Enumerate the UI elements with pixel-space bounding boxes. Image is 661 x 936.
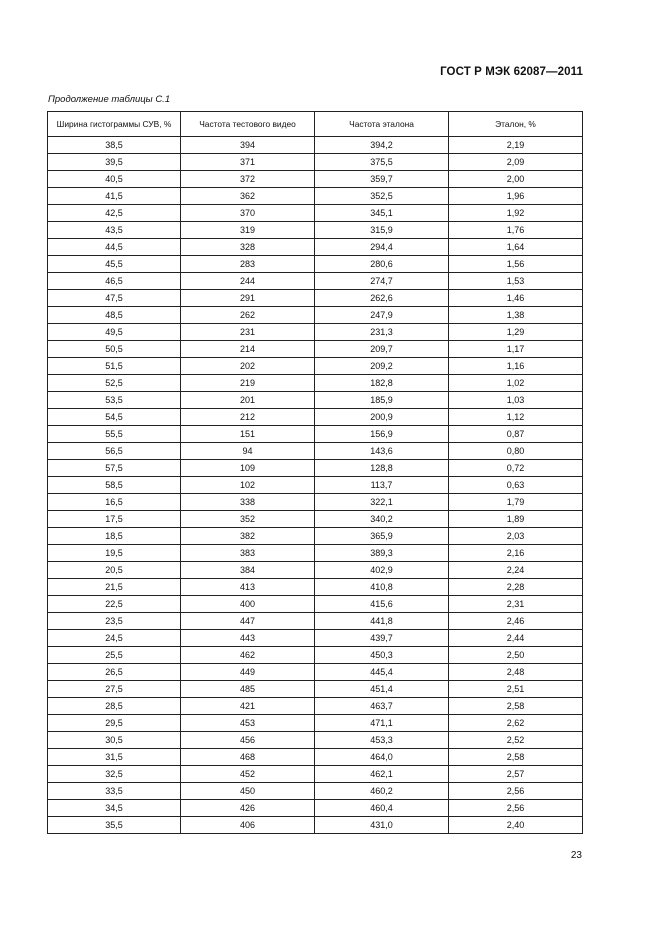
- cell-test-video-frequency: 328: [181, 239, 315, 256]
- cell-reference-frequency: 462,1: [315, 766, 449, 783]
- page-number: 23: [570, 850, 582, 861]
- cell-test-video-frequency: 102: [181, 477, 315, 494]
- cell-reference-percent: 2,56: [449, 783, 583, 800]
- cell-test-video-frequency: 262: [181, 307, 315, 324]
- cell-histogram-width: 45,5: [48, 256, 181, 273]
- table-row: [48, 222, 583, 239]
- table-row: [48, 426, 583, 443]
- cell-reference-frequency: 359,7: [315, 171, 449, 188]
- cell-histogram-width: 39,5: [48, 154, 181, 171]
- cell-test-video-frequency: 485: [181, 681, 315, 698]
- cell-reference-percent: 1,92: [449, 205, 583, 222]
- cell-test-video-frequency: 382: [181, 528, 315, 545]
- cell-reference-frequency: 410,8: [315, 579, 449, 596]
- cell-reference-frequency: 143,6: [315, 443, 449, 460]
- cell-histogram-width: 48,5: [48, 307, 181, 324]
- cell-histogram-width: 52,5: [48, 375, 181, 392]
- table-row: [48, 392, 583, 409]
- cell-test-video-frequency: 352: [181, 511, 315, 528]
- cell-histogram-width: 56,5: [48, 443, 181, 460]
- cell-reference-percent: 2,57: [449, 766, 583, 783]
- cell-reference-percent: 2,58: [449, 749, 583, 766]
- table-row: [48, 596, 583, 613]
- cell-test-video-frequency: 94: [181, 443, 315, 460]
- cell-reference-percent: 2,40: [449, 817, 583, 834]
- cell-reference-frequency: 471,1: [315, 715, 449, 732]
- cell-reference-frequency: 463,7: [315, 698, 449, 715]
- table-row: [48, 375, 583, 392]
- cell-test-video-frequency: 283: [181, 256, 315, 273]
- table-body: [48, 137, 583, 834]
- cell-reference-percent: 2,52: [449, 732, 583, 749]
- standard-code: ГОСТ Р МЭК 62087—2011: [440, 66, 583, 78]
- cell-test-video-frequency: 231: [181, 324, 315, 341]
- column-header-reference-percent: Эталон, %: [449, 112, 583, 137]
- cell-test-video-frequency: 421: [181, 698, 315, 715]
- cell-reference-frequency: 402,9: [315, 562, 449, 579]
- cell-histogram-width: 42,5: [48, 205, 181, 222]
- cell-reference-frequency: 156,9: [315, 426, 449, 443]
- table-row: [48, 766, 583, 783]
- table-row: [48, 290, 583, 307]
- table-row: [48, 511, 583, 528]
- column-header-histogram-width: Ширина гистограммы СУВ, %: [48, 112, 181, 137]
- cell-test-video-frequency: 406: [181, 817, 315, 834]
- cell-reference-percent: 2,00: [449, 171, 583, 188]
- cell-reference-frequency: 450,3: [315, 647, 449, 664]
- table-row: [48, 715, 583, 732]
- table-caption: Продолжение таблицы С.1: [48, 94, 171, 105]
- cell-test-video-frequency: 219: [181, 375, 315, 392]
- table-row: [48, 647, 583, 664]
- cell-histogram-width: 25,5: [48, 647, 181, 664]
- cell-test-video-frequency: 447: [181, 613, 315, 630]
- table-row: [48, 681, 583, 698]
- cell-test-video-frequency: 291: [181, 290, 315, 307]
- cell-reference-frequency: 460,2: [315, 783, 449, 800]
- table-row: [48, 545, 583, 562]
- cell-reference-frequency: 439,7: [315, 630, 449, 647]
- cell-reference-percent: 1,79: [449, 494, 583, 511]
- cell-reference-percent: 0,87: [449, 426, 583, 443]
- cell-histogram-width: 46,5: [48, 273, 181, 290]
- cell-reference-frequency: 294,4: [315, 239, 449, 256]
- cell-reference-percent: 0,80: [449, 443, 583, 460]
- cell-reference-frequency: 209,2: [315, 358, 449, 375]
- cell-test-video-frequency: 201: [181, 392, 315, 409]
- table-row: [48, 409, 583, 426]
- cell-reference-percent: 1,16: [449, 358, 583, 375]
- table-row: [48, 307, 583, 324]
- cell-histogram-width: 28,5: [48, 698, 181, 715]
- table-row: [48, 358, 583, 375]
- cell-reference-frequency: 185,9: [315, 392, 449, 409]
- cell-test-video-frequency: 449: [181, 664, 315, 681]
- cell-histogram-width: 29,5: [48, 715, 181, 732]
- cell-reference-percent: 2,19: [449, 137, 583, 154]
- cell-test-video-frequency: 383: [181, 545, 315, 562]
- cell-reference-percent: 1,17: [449, 341, 583, 358]
- table-row: [48, 477, 583, 494]
- cell-reference-percent: 2,48: [449, 664, 583, 681]
- table-row: [48, 783, 583, 800]
- cell-histogram-width: 26,5: [48, 664, 181, 681]
- table-row: [48, 324, 583, 341]
- table-row: [48, 154, 583, 171]
- cell-reference-frequency: 352,5: [315, 188, 449, 205]
- cell-reference-percent: 1,64: [449, 239, 583, 256]
- cell-reference-frequency: 280,6: [315, 256, 449, 273]
- cell-reference-frequency: 431,0: [315, 817, 449, 834]
- cell-reference-frequency: 262,6: [315, 290, 449, 307]
- cell-reference-frequency: 128,8: [315, 460, 449, 477]
- column-header-reference-frequency: Частота эталона: [315, 112, 449, 137]
- cell-histogram-width: 31,5: [48, 749, 181, 766]
- cell-histogram-width: 51,5: [48, 358, 181, 375]
- cell-test-video-frequency: 214: [181, 341, 315, 358]
- cell-test-video-frequency: 443: [181, 630, 315, 647]
- cell-test-video-frequency: 362: [181, 188, 315, 205]
- cell-histogram-width: 32,5: [48, 766, 181, 783]
- cell-reference-percent: 2,09: [449, 154, 583, 171]
- cell-reference-percent: 1,02: [449, 375, 583, 392]
- table-row: [48, 579, 583, 596]
- table-row: [48, 443, 583, 460]
- cell-test-video-frequency: 426: [181, 800, 315, 817]
- cell-reference-percent: 1,46: [449, 290, 583, 307]
- cell-test-video-frequency: 468: [181, 749, 315, 766]
- cell-reference-frequency: 274,7: [315, 273, 449, 290]
- cell-test-video-frequency: 370: [181, 205, 315, 222]
- cell-histogram-width: 27,5: [48, 681, 181, 698]
- cell-reference-percent: 1,12: [449, 409, 583, 426]
- cell-histogram-width: 54,5: [48, 409, 181, 426]
- cell-reference-frequency: 200,9: [315, 409, 449, 426]
- cell-histogram-width: 40,5: [48, 171, 181, 188]
- cell-test-video-frequency: 212: [181, 409, 315, 426]
- cell-histogram-width: 20,5: [48, 562, 181, 579]
- cell-histogram-width: 23,5: [48, 613, 181, 630]
- table-row: [48, 494, 583, 511]
- cell-histogram-width: 24,5: [48, 630, 181, 647]
- cell-test-video-frequency: 319: [181, 222, 315, 239]
- cell-histogram-width: 41,5: [48, 188, 181, 205]
- cell-reference-frequency: 453,3: [315, 732, 449, 749]
- cell-histogram-width: 18,5: [48, 528, 181, 545]
- cell-histogram-width: 53,5: [48, 392, 181, 409]
- cell-reference-percent: 0,72: [449, 460, 583, 477]
- cell-test-video-frequency: 394: [181, 137, 315, 154]
- cell-histogram-width: 58,5: [48, 477, 181, 494]
- cell-histogram-width: 49,5: [48, 324, 181, 341]
- cell-reference-frequency: 365,9: [315, 528, 449, 545]
- cell-reference-percent: 2,58: [449, 698, 583, 715]
- cell-histogram-width: 16,5: [48, 494, 181, 511]
- cell-reference-frequency: 315,9: [315, 222, 449, 239]
- cell-test-video-frequency: 400: [181, 596, 315, 613]
- cell-reference-percent: 1,03: [449, 392, 583, 409]
- cell-reference-frequency: 182,8: [315, 375, 449, 392]
- table-row: [48, 188, 583, 205]
- table-row: [48, 562, 583, 579]
- table-row: [48, 630, 583, 647]
- table-row: [48, 528, 583, 545]
- cell-reference-percent: 2,03: [449, 528, 583, 545]
- cell-reference-frequency: 113,7: [315, 477, 449, 494]
- cell-histogram-width: 35,5: [48, 817, 181, 834]
- cell-reference-frequency: 231,3: [315, 324, 449, 341]
- cell-histogram-width: 17,5: [48, 511, 181, 528]
- cell-reference-frequency: 322,1: [315, 494, 449, 511]
- cell-histogram-width: 55,5: [48, 426, 181, 443]
- cell-reference-percent: 2,16: [449, 545, 583, 562]
- table-row: [48, 817, 583, 834]
- cell-reference-frequency: 247,9: [315, 307, 449, 324]
- cell-reference-frequency: 209,7: [315, 341, 449, 358]
- cell-histogram-width: 50,5: [48, 341, 181, 358]
- cell-test-video-frequency: 413: [181, 579, 315, 596]
- cell-reference-frequency: 345,1: [315, 205, 449, 222]
- cell-reference-percent: 0,63: [449, 477, 583, 494]
- table-row: [48, 732, 583, 749]
- cell-reference-frequency: 389,3: [315, 545, 449, 562]
- table-row: [48, 613, 583, 630]
- table-row: [48, 800, 583, 817]
- cell-test-video-frequency: 109: [181, 460, 315, 477]
- cell-histogram-width: 19,5: [48, 545, 181, 562]
- cell-reference-percent: 2,24: [449, 562, 583, 579]
- cell-reference-percent: 2,44: [449, 630, 583, 647]
- cell-reference-frequency: 464,0: [315, 749, 449, 766]
- table-row: [48, 273, 583, 290]
- cell-test-video-frequency: 371: [181, 154, 315, 171]
- cell-test-video-frequency: 244: [181, 273, 315, 290]
- cell-reference-percent: 1,53: [449, 273, 583, 290]
- cell-reference-percent: 2,56: [449, 800, 583, 817]
- table-row: [48, 205, 583, 222]
- cell-reference-percent: 2,51: [449, 681, 583, 698]
- cell-reference-percent: 2,46: [449, 613, 583, 630]
- cell-reference-frequency: 415,6: [315, 596, 449, 613]
- cell-reference-percent: 2,28: [449, 579, 583, 596]
- table-row: [48, 137, 583, 154]
- cell-reference-frequency: 340,2: [315, 511, 449, 528]
- cell-test-video-frequency: 450: [181, 783, 315, 800]
- cell-test-video-frequency: 452: [181, 766, 315, 783]
- table-row: [48, 460, 583, 477]
- table-row: [48, 664, 583, 681]
- cell-histogram-width: 21,5: [48, 579, 181, 596]
- cell-reference-frequency: 441,8: [315, 613, 449, 630]
- cell-histogram-width: 38,5: [48, 137, 181, 154]
- cell-reference-percent: 2,50: [449, 647, 583, 664]
- cell-reference-percent: 2,62: [449, 715, 583, 732]
- table-header-row: [48, 112, 583, 137]
- cell-test-video-frequency: 338: [181, 494, 315, 511]
- cell-reference-percent: 1,29: [449, 324, 583, 341]
- table-row: [48, 239, 583, 256]
- cell-test-video-frequency: 384: [181, 562, 315, 579]
- table-row: [48, 256, 583, 273]
- cell-histogram-width: 30,5: [48, 732, 181, 749]
- data-table: [47, 111, 583, 834]
- table-row: [48, 341, 583, 358]
- cell-reference-percent: 1,56: [449, 256, 583, 273]
- cell-reference-frequency: 394,2: [315, 137, 449, 154]
- table-row: [48, 698, 583, 715]
- cell-reference-percent: 1,38: [449, 307, 583, 324]
- cell-histogram-width: 34,5: [48, 800, 181, 817]
- cell-histogram-width: 22,5: [48, 596, 181, 613]
- cell-histogram-width: 47,5: [48, 290, 181, 307]
- cell-reference-frequency: 460,4: [315, 800, 449, 817]
- cell-test-video-frequency: 462: [181, 647, 315, 664]
- cell-reference-percent: 1,96: [449, 188, 583, 205]
- cell-histogram-width: 57,5: [48, 460, 181, 477]
- cell-test-video-frequency: 372: [181, 171, 315, 188]
- cell-histogram-width: 44,5: [48, 239, 181, 256]
- cell-test-video-frequency: 456: [181, 732, 315, 749]
- cell-reference-percent: 1,89: [449, 511, 583, 528]
- cell-reference-percent: 2,31: [449, 596, 583, 613]
- cell-test-video-frequency: 202: [181, 358, 315, 375]
- cell-histogram-width: 43,5: [48, 222, 181, 239]
- column-header-test-video-frequency: Частота тестового видео: [181, 112, 315, 137]
- table-row: [48, 749, 583, 766]
- cell-test-video-frequency: 151: [181, 426, 315, 443]
- cell-reference-frequency: 375,5: [315, 154, 449, 171]
- cell-reference-frequency: 451,4: [315, 681, 449, 698]
- cell-reference-percent: 1,76: [449, 222, 583, 239]
- cell-test-video-frequency: 453: [181, 715, 315, 732]
- cell-histogram-width: 33,5: [48, 783, 181, 800]
- table-row: [48, 171, 583, 188]
- cell-reference-frequency: 445,4: [315, 664, 449, 681]
